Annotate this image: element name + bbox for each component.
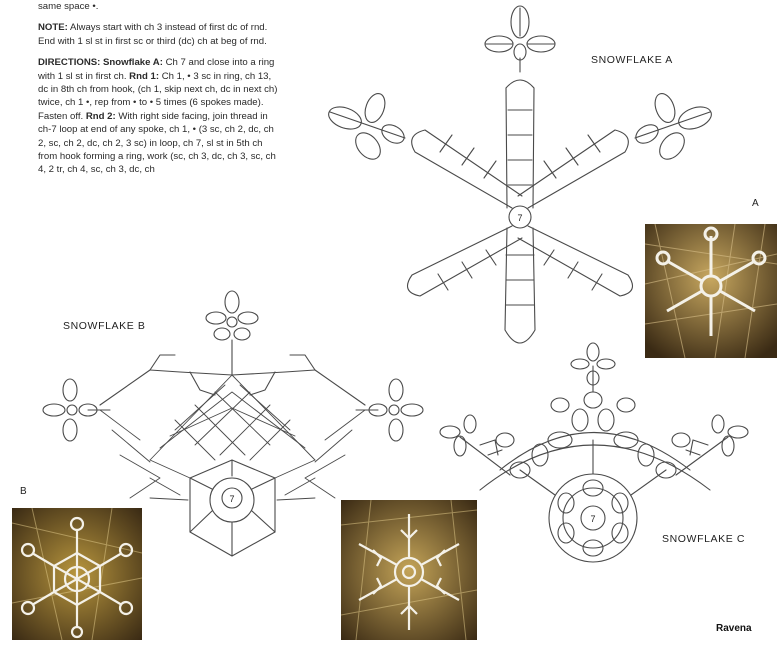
photo-snowflake-c [341, 500, 477, 640]
snowflake-b-lattice [100, 375, 365, 500]
rnd1-text: Ch 1, • 3 sc in ring, ch 13, dc in 8th ch from hook, (ch 1, skip next ch, dc in next ch) twice, ch 1 •, rep from • to • 5 times (6 spokes made). Fasten off. [38, 70, 278, 122]
letter-b: B [20, 486, 27, 497]
snowflake-a-spoke-up [506, 58, 534, 208]
rnd2-text: With right side facing, join thread in ch-7 loop at end of any spoke, ch 1, • (3 sc, ch 2, dc, ch 2, sc, ch 2, dc, ch 2, 3 sc) in loop, ch 7, sl st in 5th ch from hook forming a ring, work (sc, ch 3, dc, ch 3, sc, ch 4, 2 tr, ch 4, sc, ch 3, dc, ch [38, 110, 276, 176]
snowflake-c-diagram [440, 343, 748, 562]
snowflake-a-spoke-upper-right [518, 130, 628, 208]
note-text: Always start with ch 3 instead of first dc of rnd. End with 1 sl st in first sc or third (dc) ch at beg of rnd. [38, 22, 268, 47]
directions-text: Ch 7 and close into a ring with 1 sl st in first ch. [38, 57, 275, 82]
snowflake-a-spoke-lower-right [518, 226, 633, 296]
rnd1-label: Rnd 1: [129, 70, 160, 82]
photo-snowflake-a [645, 224, 777, 358]
snowflake-c-label: SNOWFLAKE C [662, 533, 746, 545]
snowflake-b-ring-label: 7 [229, 494, 235, 504]
snowflake-a-flower-left [326, 91, 408, 164]
credit-text: Ravena [716, 623, 752, 634]
top-fragment: same space •. [38, 1, 99, 12]
snowflake-a-flower-top [485, 6, 555, 60]
snowflake-a-label: SNOWFLAKE A [591, 54, 673, 66]
snowflake-b-label: SNOWFLAKE B [63, 320, 146, 332]
snowflake-b-flower-left [43, 379, 110, 441]
snowflake-a-flower-right [633, 91, 715, 164]
snowflake-b-flower-top [206, 291, 258, 340]
letter-a: A [752, 198, 759, 209]
directions-label: DIRECTIONS: Snowflake A: [38, 57, 163, 69]
snowflake-a-spoke-lower-left [408, 226, 523, 296]
note-label: NOTE: [38, 22, 68, 34]
snowflake-b-flower-right [356, 379, 423, 441]
snowflake-a-spoke-upper-left [412, 130, 522, 208]
snowflake-c-ring-label: 7 [590, 514, 596, 524]
photo-snowflake-b [12, 508, 142, 640]
snowflake-a-ring-label: 7 [517, 213, 523, 223]
rnd2-label: Rnd 2: [85, 110, 116, 122]
